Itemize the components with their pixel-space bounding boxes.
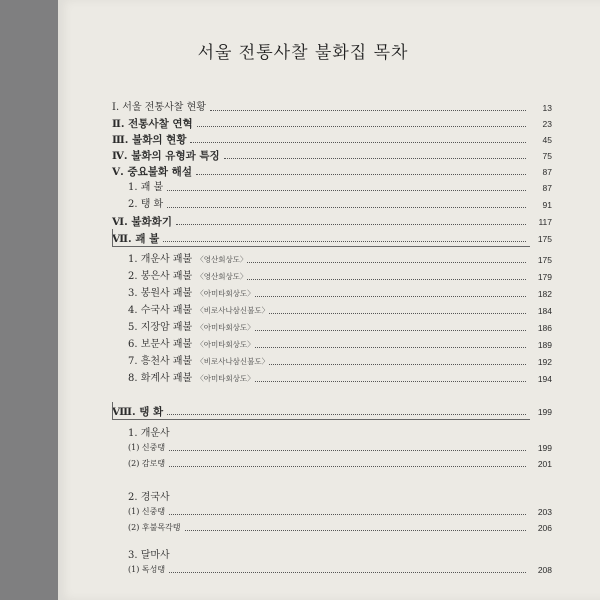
leader-dots [196,174,526,175]
toc-label: Ⅴ. 중요불화 해설 [112,166,192,178]
toc-subtitle: 〈영산회상도〉 [196,255,248,264]
toc-entry [128,284,552,300]
toc-label: (2) 감로탱 [128,459,166,468]
toc-page: 87 [542,167,552,177]
toc-page: 91 [542,200,552,210]
toc-heading: 1. 개운사 [128,428,170,439]
toc-heading: 2. 경국사 [128,492,170,503]
toc-page: 206 [537,523,552,533]
toc-label: (1) 신중탱 [128,443,166,452]
divider [112,419,530,420]
toc-label: 4. 수국사 괘불 [128,305,193,316]
toc-page: 184 [537,306,552,316]
toc-subtitle: 〈비로사나삼신불도〉 [196,306,270,315]
toc-page: 117 [538,217,552,227]
toc-page: 194 [537,374,552,384]
toc-entry [128,518,552,534]
toc-subtitle: 〈아미타회상도〉 [196,289,255,298]
toc-subtitle: 〈영산회상도〉 [196,272,248,281]
toc-entry [128,438,552,454]
leader-dots [167,414,526,415]
toc-label: (1) 신중탱 [128,507,166,516]
toc-label: Ⅶ. 괘 불 [112,233,160,245]
toc-label: 2. 탱 화 [128,199,164,210]
toc-entry [128,560,552,576]
toc-page: 87 [542,183,552,193]
toc-entry [128,369,552,385]
leader-dots [210,110,526,111]
leader-dots [185,530,526,531]
toc-entry [128,335,552,351]
toc-entry [128,195,552,211]
toc-label: 2. 봉은사 괘불 [128,271,193,282]
toc-label: Ⅵ. 불화화기 [112,216,172,228]
toc-label: 7. 흥천사 괘불 [128,356,193,367]
document-page [58,0,600,600]
toc-subtitle: 〈비로사나삼신불도〉 [196,357,270,366]
toc-page: 45 [542,135,552,145]
toc-page: 175 [537,234,552,244]
toc-entry [128,267,552,283]
toc-label: 3. 봉원사 괘불 [128,288,193,299]
leader-dots [169,450,526,451]
toc-page: 182 [537,289,552,299]
toc-label: Ⅱ. 전통사찰 연혁 [112,118,193,130]
toc-subtitle: 〈아미타회상도〉 [196,340,255,349]
toc-entry [112,114,552,130]
toc-label: Ⅲ. 불화의 현황 [112,134,187,146]
leader-dots [255,381,526,382]
toc-entry [128,301,552,317]
toc-page: 203 [537,507,552,517]
toc-entry [112,130,552,146]
leader-dots [197,126,526,127]
toc-page: 192 [537,357,552,367]
leader-dots [269,313,526,314]
toc-label: 6. 보문사 괘불 [128,339,193,350]
leader-dots [169,466,526,467]
toc-label: 1. 개운사 괘불 [128,254,193,265]
leader-dots [247,279,526,280]
toc-label: Ⅳ. 불화의 유형과 특징 [112,150,220,162]
leader-dots [255,296,526,297]
divider [112,402,113,419]
leader-dots [163,241,526,242]
leader-dots [167,207,526,208]
leader-dots [167,190,526,191]
leader-dots [190,142,526,143]
toc-page: 175 [537,255,552,265]
toc-label: Ⅰ. 서울 전통사찰 현황 [112,102,206,113]
toc-page: 199 [537,407,552,417]
toc-label: (1) 독성탱 [128,565,166,574]
toc-entry [112,146,552,162]
page-title: 서울 전통사찰 불화집 목차 [197,43,409,63]
toc-page: 13 [542,103,552,113]
leader-dots [247,262,526,263]
divider [112,229,113,246]
toc-entry [128,502,552,518]
toc-entry [112,212,552,228]
toc-page: 179 [537,272,552,282]
toc-heading: 3. 달마사 [128,550,170,561]
leader-dots [224,158,526,159]
toc-entry [128,318,552,334]
toc-entry [128,250,552,266]
toc-label: 8. 화계사 괘불 [128,373,193,384]
toc-label: Ⅷ. 탱 화 [112,406,164,418]
divider [112,246,530,247]
toc-entry [128,352,552,368]
toc-page: 186 [537,323,552,333]
leader-dots [169,572,526,573]
leader-dots [269,364,526,365]
leader-dots [255,347,526,348]
toc-page: 23 [542,119,552,129]
toc-subtitle: 〈아미타회상도〉 [196,374,255,383]
toc-label: (2) 후불목각탱 [128,523,181,532]
leader-dots [255,330,526,331]
toc-page: 208 [537,565,552,575]
toc-entry [128,178,552,194]
toc-subtitle: 〈아미타회상도〉 [196,323,255,332]
toc-label: 1. 괘 불 [128,182,164,193]
toc-entry [112,162,552,178]
toc-page: 199 [537,443,552,453]
toc-entry [112,402,552,418]
toc-entry [128,454,552,470]
toc-page: 189 [537,340,552,350]
toc-page: 75 [542,151,552,161]
toc-entry [112,229,552,245]
toc-page: 201 [537,459,552,469]
leader-dots [169,514,526,515]
toc-label: 5. 지장암 괘불 [128,322,193,333]
toc-entry [112,98,552,114]
leader-dots [176,224,526,225]
